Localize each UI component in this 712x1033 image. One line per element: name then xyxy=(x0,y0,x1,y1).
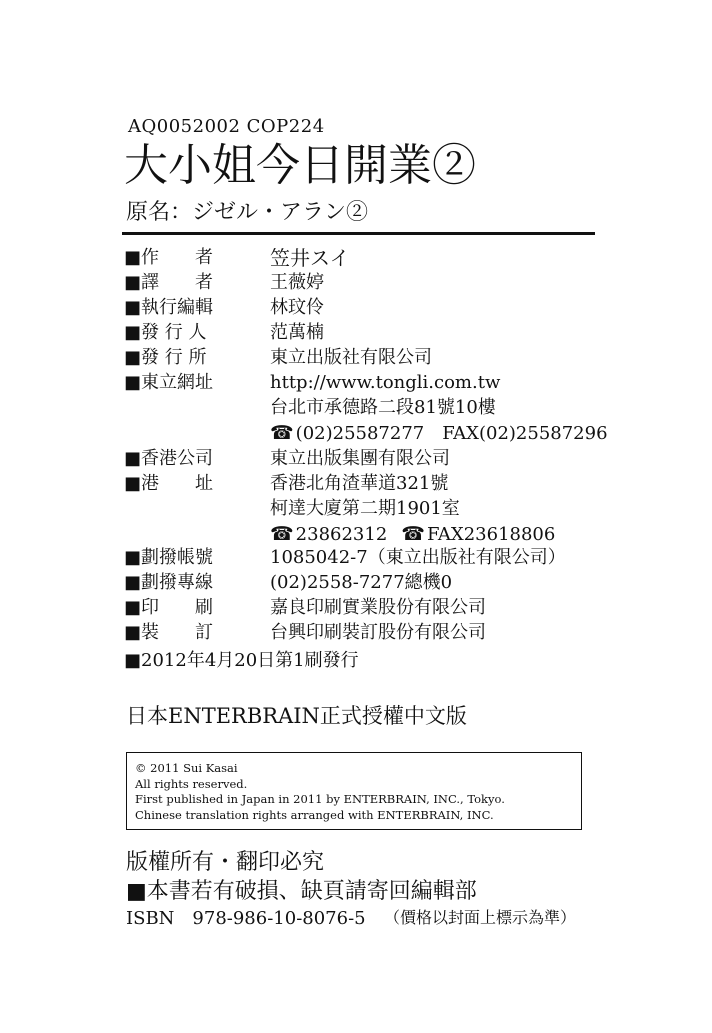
tongli-phone-fax: (02)25587277 FAX(02)25587296 xyxy=(295,423,608,444)
price-note: （價格以封面上標示為準） xyxy=(384,908,577,927)
original-title: 原名：ジゼル・アラン② xyxy=(126,200,369,225)
credit-label: ■劃撥帳號 xyxy=(124,547,214,568)
book-title: 大小姐今日開業② xyxy=(124,140,476,191)
credit-label: ■作 者 xyxy=(124,247,214,268)
hk-fax: FAX23618806 xyxy=(426,524,556,545)
license-statement: 日本ENTERBRAIN正式授權中文版 xyxy=(126,704,467,728)
product-code: AQ0052002 COP224 xyxy=(128,116,325,137)
credit-label: ■譯 者 xyxy=(124,272,214,293)
telephone-icon: ☎ xyxy=(270,422,294,444)
credit-value: 王薇婷 xyxy=(270,272,324,293)
credit-value: 范萬楠 xyxy=(270,322,324,343)
credit-label: ■發 行 人 xyxy=(124,322,207,343)
copyright-line: © 2011 Sui Kasai xyxy=(135,761,238,775)
credit-value: 林玟伶 xyxy=(270,297,324,318)
isbn: ISBN 978-986-10-8076-5 xyxy=(126,908,366,929)
title-divider xyxy=(122,232,595,235)
copyright-line: All rights reserved. xyxy=(135,776,248,791)
fax-icon: ☎ xyxy=(401,523,425,545)
hk-phone-line xyxy=(270,522,555,547)
hk-phone: 23862312 xyxy=(295,524,388,545)
credit-label: ■印 刷 xyxy=(124,597,214,618)
credit-label: ■香港公司 xyxy=(124,448,214,469)
tongli-phone-line xyxy=(270,421,608,446)
credit-value: 台興印刷裝訂股份有限公司 xyxy=(270,622,486,643)
tongli-address: 台北市承德路二段81號10樓 xyxy=(270,397,496,418)
credit-label: ■執行編輯 xyxy=(124,297,214,318)
credit-value: 香港北角渣華道321號 xyxy=(270,473,449,494)
credit-value: 東立出版集團有限公司 xyxy=(270,448,450,469)
credit-label: ■發 行 所 xyxy=(124,347,207,368)
hk-address-line2: 柯達大廈第二期1901室 xyxy=(270,498,460,519)
copyright-line: Chinese translation rights arranged with ENTERBRAIN, INC. xyxy=(135,807,494,822)
copyright-box xyxy=(126,752,582,830)
rights-reserved: 版權所有・翻印必究 xyxy=(126,850,325,875)
credit-label: ■港 址 xyxy=(124,473,214,494)
credit-value: 1085042-7（東立出版社有限公司） xyxy=(270,547,566,568)
credit-value: 東立出版社有限公司 xyxy=(270,347,432,368)
credit-label: ■劃撥專線 xyxy=(124,572,214,593)
credit-label: ■東立網址 xyxy=(124,372,214,393)
credit-value: (02)2558-7277總機0 xyxy=(270,572,453,593)
credit-value: 笠井スイ xyxy=(270,246,350,270)
credit-label: ■裝 訂 xyxy=(124,622,214,643)
telephone-icon: ☎ xyxy=(270,523,294,545)
first-print-date: ■2012年4月20日第1刷發行 xyxy=(124,650,359,671)
damage-notice: ■本書若有破損、缺頁請寄回編輯部 xyxy=(126,879,477,904)
credit-value: 嘉良印刷實業股份有限公司 xyxy=(270,597,486,618)
website-url: http://www.tongli.com.tw xyxy=(270,372,501,393)
copyright-line: First published in Japan in 2011 by ENTERBRAIN, INC., Tokyo. xyxy=(135,792,505,806)
